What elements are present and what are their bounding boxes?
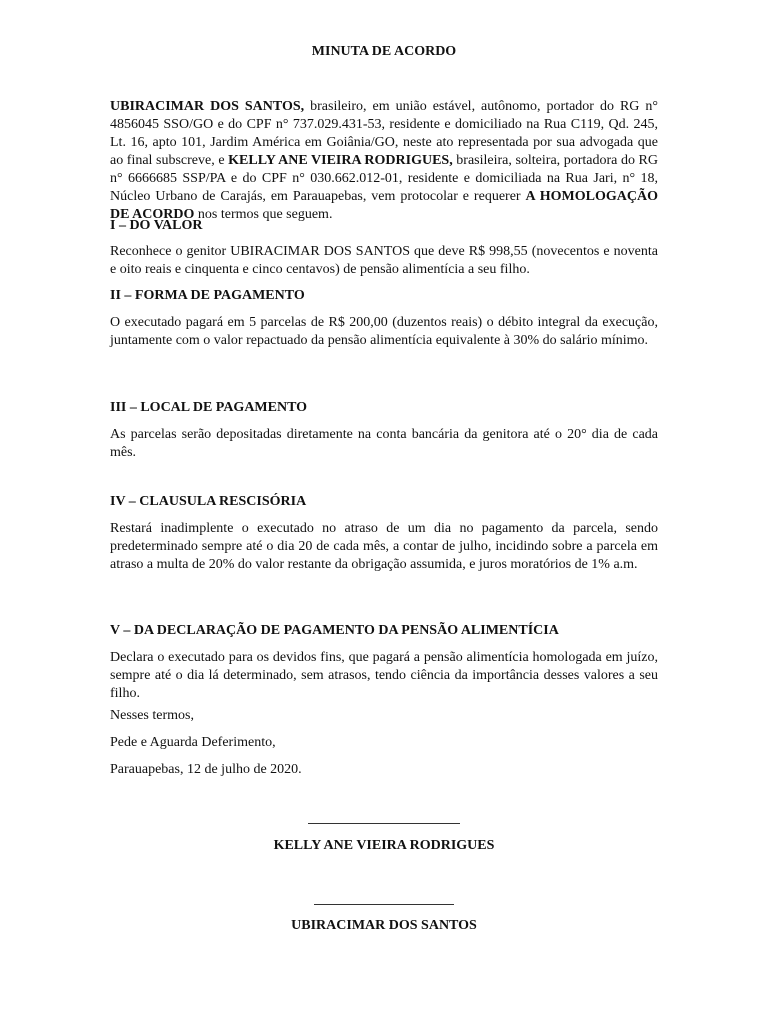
valor-text-before: Reconhece o genitor [110,244,231,259]
party2-text: brasileira, solteira, portadora do RG n° 6666685 SSP/PA e do CPF n° 030.662.012-01, residente e domiciliada na Rua Jari, n° 18, Núcleo Urbano de Carajás, em Parauapebas, vem protocolar e requerer [110,153,658,204]
section-forma-text: O executado pagará em 5 parcelas de R$ 200,00 (duzentos reais) o débito integral da execução, juntamente com o valor repactuado da pensão alimentícia equivalente à 30% do salário mínimo. [110,315,658,348]
section-forma-heading: II – FORMA DE PAGAMENTO [110,288,305,303]
signature-name-1: KELLY ANE VIEIRA RODRIGUES [273,838,495,853]
section-valor-text [110,243,658,279]
place-date: Parauapebas, 12 de julho de 2020. [110,762,302,777]
section-local-text: As parcelas serão depositadas diretamente na conta bancária da genitora até o 20° dia de cada mês. [110,427,658,460]
section-clausula-text: Restará inadimplente o executado no atraso de um dia no pagamento da parcela, sendo predeterminado sempre até o dia 20 de cada mês, a contar de julho, incidindo sobre a parcela em atraso a multa de 20% do valor restante da obrigação assumida, e juros moratórios de 1% a.m. [110,521,658,572]
signature-name-2: UBIRACIMAR DOS SANTOS [291,918,477,933]
valor-text-after: que deve R$ 998,55 (novecentos e noventa e oito reais e cinquenta e cinco centavos) de pensão alimentícia a seu filho. [110,244,658,277]
party1-name: UBIRACIMAR DOS SANTOS, [110,99,305,114]
section-clausula-heading: IV – CLAUSULA RESCISÓRIA [110,494,307,509]
closing-line2: Pede e Aguarda Deferimento, [110,735,276,750]
request-text: nos termos que seguem. [194,207,333,222]
signature-line-1 [308,823,460,824]
request-bold: A HOMOLOGAÇÃO DE ACORDO [110,189,658,222]
document-title: MINUTA DE ACORDO [311,44,457,59]
section-declaracao-heading: V – DA DECLARAÇÃO DE PAGAMENTO DA PENSÃO ALIMENTÍCIA [110,623,559,638]
intro-paragraph [110,98,658,224]
valor-name: UBIRACIMAR DOS SANTOS [230,244,410,259]
party1-text: brasileiro, em união estável, autônomo, portador do RG n° 4856045 SSO/GO e do CPF n° 737.029.431-53, residente e domiciliado na Rua C119, Qd. 245, Lt. 16, apto 101, Jardim América em Goiânia/GO, neste ato representada por sua advogada que ao final subscreve, e [110,99,658,168]
section-local-heading: III – LOCAL DE PAGAMENTO [110,400,308,415]
section-valor-heading: I – DO VALOR [110,218,203,233]
section-declaracao-text: Declara o executado para os devidos fins, que pagará a pensão alimentícia homologada em juízo, sempre até o dia lá determinado, sem atrasos, tendo ciência da importância desses valores a seu filho. [110,650,658,701]
party2-name: KELLY ANE VIEIRA RODRIGUES, [228,153,453,168]
closing-line1: Nesses termos, [110,708,194,723]
signature-line-2 [314,904,454,905]
